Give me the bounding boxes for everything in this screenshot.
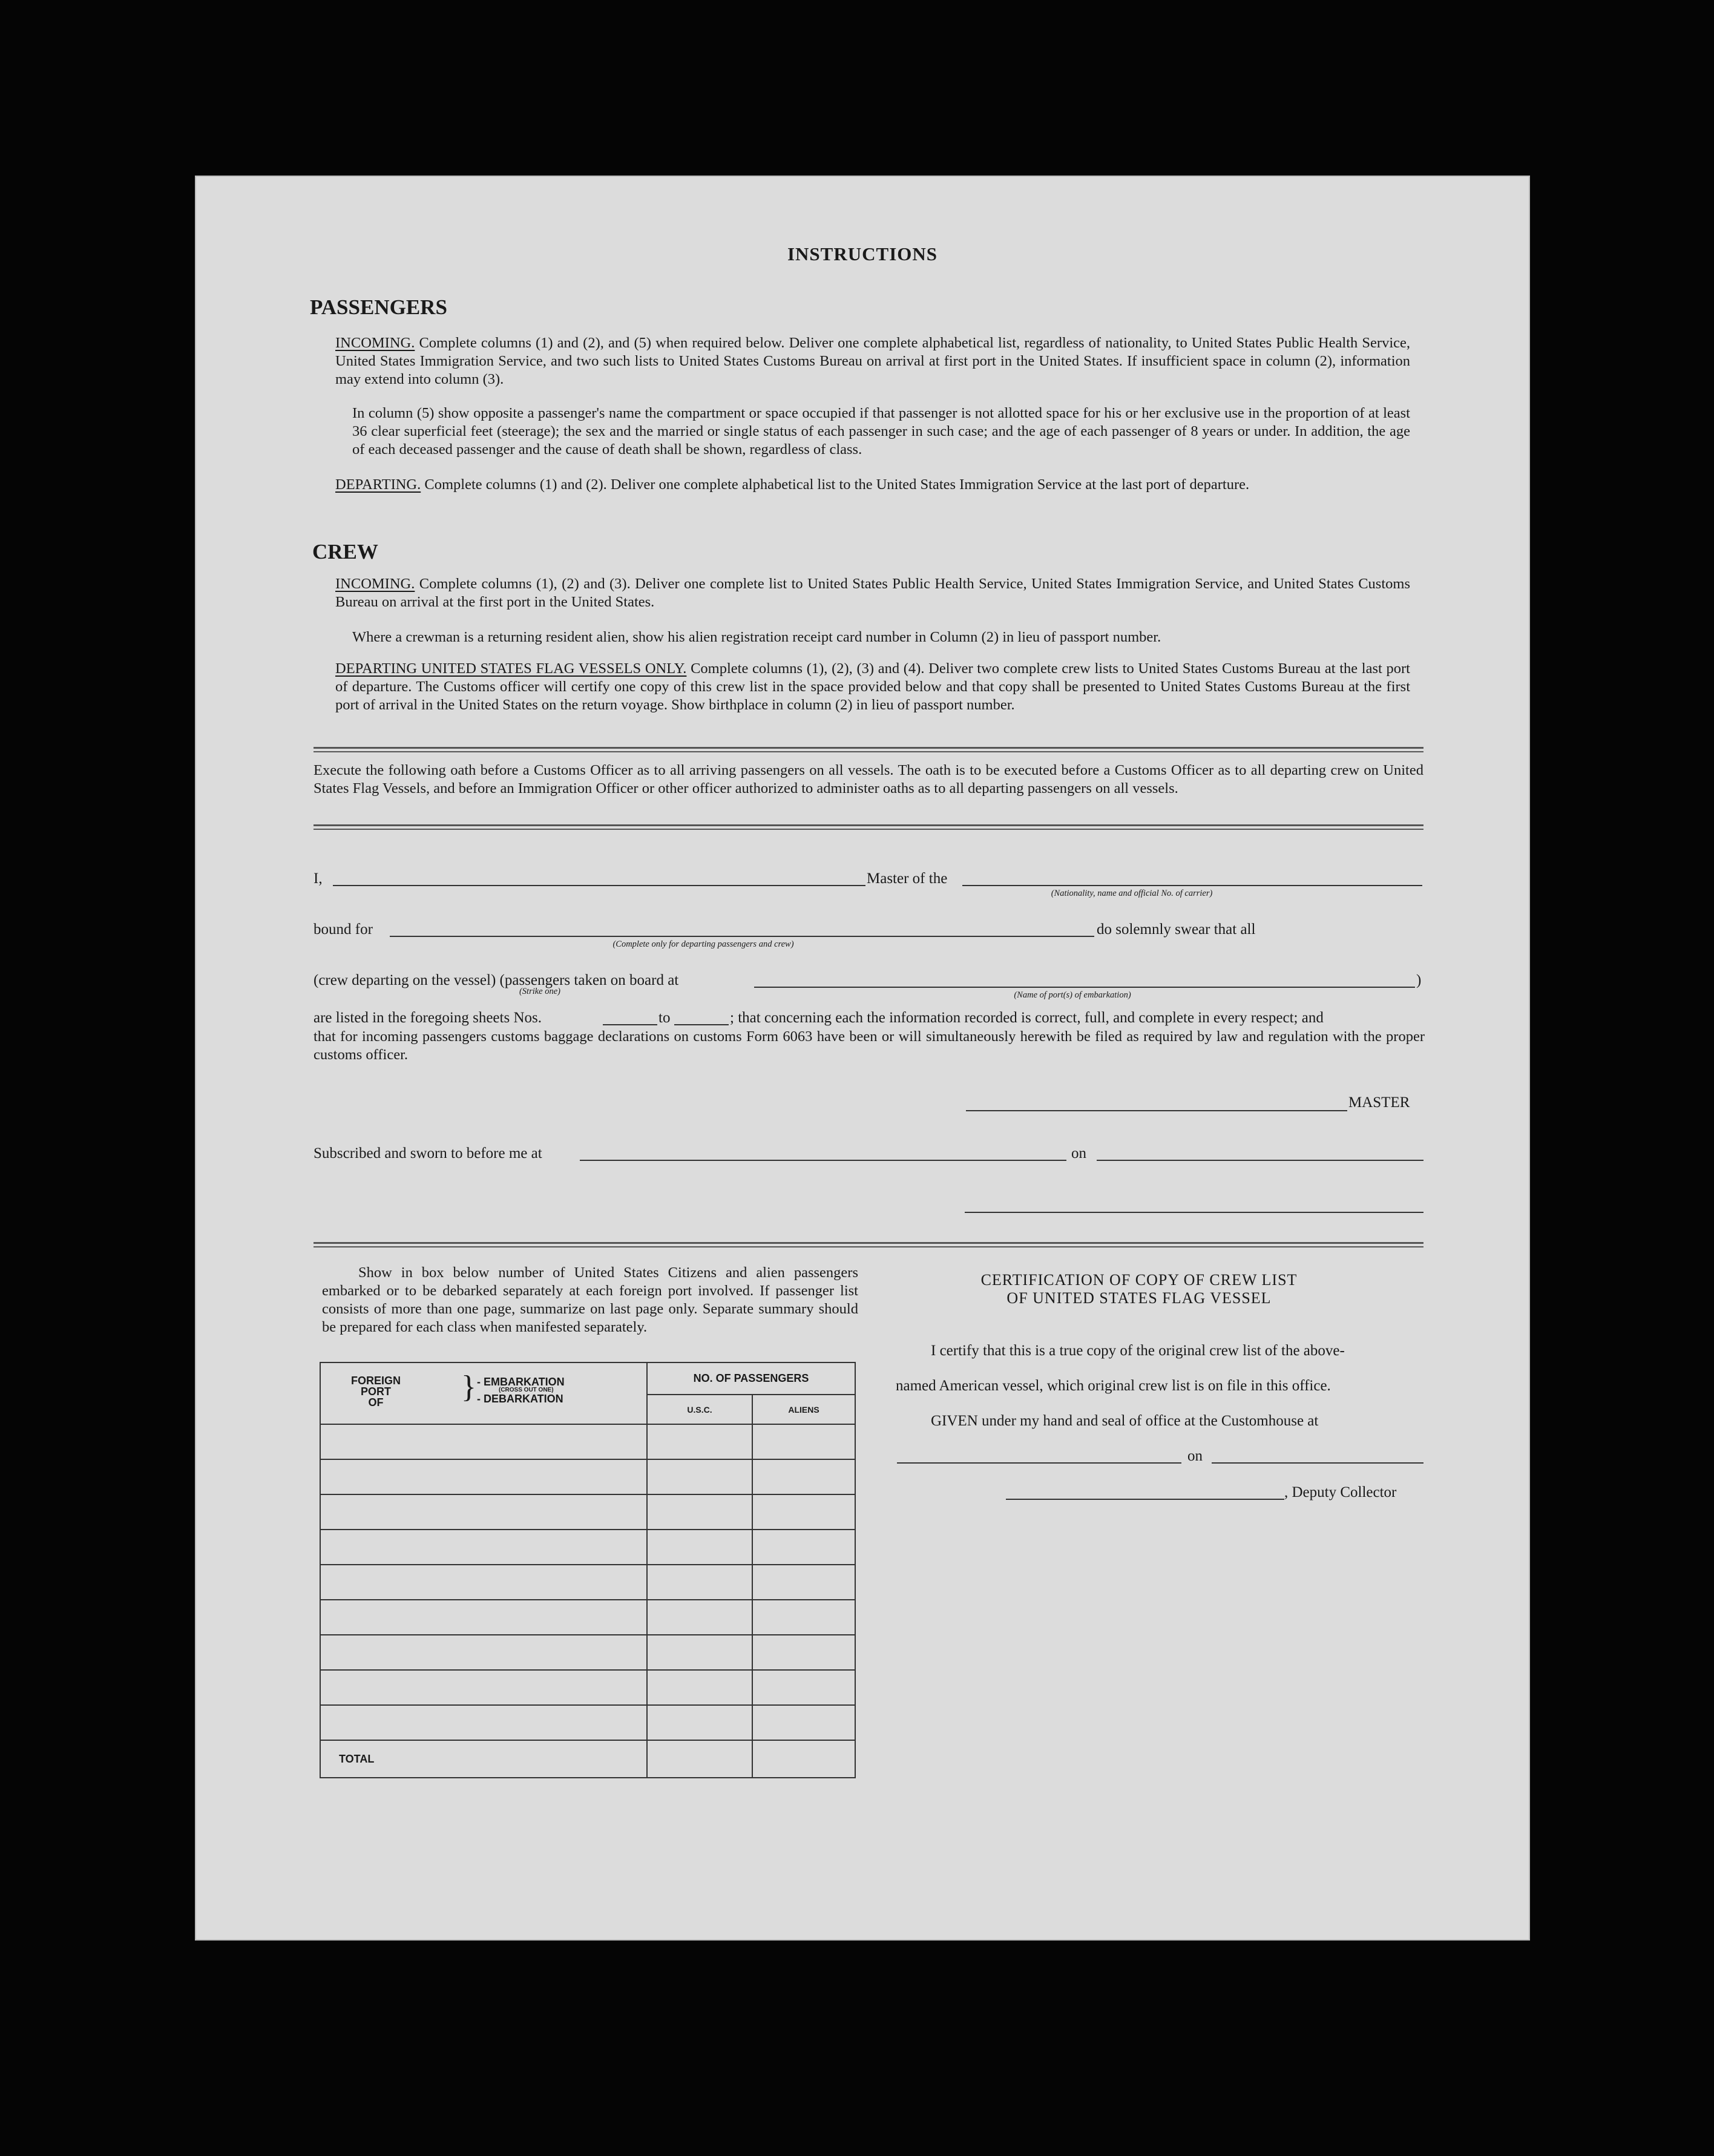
port-cell[interactable] bbox=[320, 1600, 647, 1635]
passengers-departing-label: DEPARTING. bbox=[335, 476, 421, 493]
usc-cell[interactable] bbox=[647, 1635, 752, 1670]
usc-cell[interactable] bbox=[647, 1565, 752, 1600]
sheet-from-field[interactable] bbox=[603, 1024, 657, 1025]
brace-icon: } bbox=[461, 1370, 476, 1404]
embarkation-label: - EMBARKATION bbox=[477, 1376, 565, 1388]
port-label: PORT bbox=[360, 1385, 391, 1398]
deputy-collector-label: , Deputy Collector bbox=[1284, 1484, 1397, 1500]
aliens-cell[interactable] bbox=[752, 1565, 855, 1600]
embarkation-port-hint: (Name of port(s) of embarkation) bbox=[1014, 990, 1131, 1000]
customhouse-field[interactable] bbox=[897, 1462, 1181, 1464]
crew-incoming-paragraph bbox=[335, 575, 1410, 611]
bound-for-label: bound for bbox=[314, 921, 373, 938]
close-paren: ) bbox=[1416, 972, 1422, 988]
summary-divider bbox=[314, 1242, 1423, 1247]
port-cell[interactable] bbox=[320, 1494, 647, 1530]
foreign-label: FOREIGN bbox=[350, 1375, 401, 1387]
strike-one-hint: (Strike one) bbox=[519, 987, 561, 996]
port-cell[interactable] bbox=[320, 1565, 647, 1600]
usc-cell[interactable] bbox=[647, 1494, 752, 1530]
master-signature-label: MASTER bbox=[1348, 1094, 1410, 1111]
certify-line1: I certify that this is a true copy of the original crew list of the above- bbox=[931, 1343, 1345, 1359]
certify-date-field[interactable] bbox=[1212, 1462, 1423, 1464]
subscribed-label: Subscribed and sworn to before me at bbox=[314, 1145, 542, 1162]
port-cell[interactable] bbox=[320, 1530, 647, 1565]
aliens-cell[interactable] bbox=[752, 1670, 855, 1705]
port-cell[interactable] bbox=[320, 1424, 647, 1459]
aliens-cell[interactable] bbox=[752, 1530, 855, 1565]
oath-divider bbox=[314, 824, 1423, 830]
passengers-departing-text: Complete columns (1) and (2). Deliver one complete alphabetical list to the United States Immigration Service at the last port of departure. bbox=[421, 476, 1250, 493]
crew-resident-paragraph: Where a crewman is a returning resident alien, show his alien registration receipt card number in Column (2) in lieu of passport number. bbox=[352, 629, 1161, 645]
section-divider bbox=[314, 747, 1423, 752]
total-label: TOTAL bbox=[320, 1740, 647, 1778]
sheets-label: are listed in the foregoing sheets Nos. bbox=[314, 1010, 542, 1026]
passenger-summary-table bbox=[320, 1362, 856, 1778]
certify-line3: GIVEN under my hand and seal of office at the Customhouse at bbox=[931, 1413, 1319, 1429]
usc-header: U.S.C. bbox=[647, 1395, 752, 1424]
certification-heading-line1: CERTIFICATION OF COPY OF CREW LIST bbox=[980, 1271, 1298, 1289]
aliens-cell[interactable] bbox=[752, 1494, 855, 1530]
bound-for-hint: (Complete only for departing passengers and crew) bbox=[612, 939, 794, 949]
deputy-signature-field[interactable] bbox=[1006, 1499, 1284, 1500]
port-cell[interactable] bbox=[320, 1670, 647, 1705]
aliens-cell[interactable] bbox=[752, 1424, 855, 1459]
oath-intro-paragraph: Execute the following oath before a Customs Officer as to all arriving passengers on all vessels. The oath is to be executed before a Customs Officer as to all departing crew on United States Flag Vessels, and before an Immigration Officer or other officer authorized to administer oaths as to all departing passengers on all vessels. bbox=[314, 762, 1423, 797]
crew-flag-text: Complete columns (1), (2), (3) and (4). Deliver two complete crew lists to United States Customs Bureau at the last port of departure. The Customs officer will certify one copy of this crew list in the space provided below and that copy shall be presented to United States Customs Bureau at the first port of arrival in the United States on the return voyage. Show birthplace in column (2) in lieu of passport number. bbox=[335, 660, 1410, 713]
baggage-declaration-text: that for incoming passengers customs baggage declarations on customs Form 6063 have been or will simultaneously herewith be filed as required by law and regulation with the proper customs officer. bbox=[314, 1028, 1425, 1063]
passengers-column5-paragraph: In column (5) show opposite a passenger's name the compartment or space occupied if that passenger is not allotted space for his or her exclusive use in the proportion of at least 36 clear superficial feet (steerage); the sex and the married or single status of each passenger in such case; and the age of each passenger of 8 years or under. In addition, the age of each deceased passenger and the cause of death shall be shown, regardless of class. bbox=[352, 405, 1410, 458]
passengers-incoming-label: INCOMING. bbox=[335, 335, 415, 351]
crew-flag-paragraph bbox=[335, 660, 1410, 714]
sworn-date-field[interactable] bbox=[1097, 1160, 1423, 1161]
crew-incoming-label: INCOMING. bbox=[335, 576, 415, 592]
port-cell[interactable] bbox=[320, 1705, 647, 1740]
embarkation-port-field[interactable] bbox=[754, 987, 1415, 988]
master-of-label: Master of the bbox=[867, 870, 948, 887]
certify-line2: named American vessel, which original crew list is on file in this office. bbox=[896, 1378, 1331, 1394]
carrier-hint: (Nationality, name and official No. of carrier) bbox=[1051, 889, 1213, 898]
usc-cell[interactable] bbox=[647, 1705, 752, 1740]
passengers-departing-paragraph bbox=[335, 476, 1410, 494]
usc-cell[interactable] bbox=[647, 1459, 752, 1494]
swear-text: do solemnly swear that all bbox=[1097, 921, 1256, 938]
master-name-field[interactable] bbox=[333, 885, 865, 886]
sheets-post-text: ; that concerning each the information recorded is correct, full, and complete in every respect; and bbox=[730, 1010, 1324, 1026]
debarkation-label: - DEBARKATION bbox=[477, 1393, 563, 1405]
aliens-total-cell[interactable] bbox=[752, 1740, 855, 1778]
aliens-header: ALIENS bbox=[752, 1395, 855, 1424]
sworn-on-label: on bbox=[1071, 1145, 1086, 1162]
master-signature-field[interactable] bbox=[966, 1110, 1347, 1111]
form-page bbox=[195, 176, 1530, 1941]
usc-cell[interactable] bbox=[647, 1670, 752, 1705]
passengers-heading: PASSENGERS bbox=[310, 295, 447, 319]
sheets-to-label: to bbox=[658, 1010, 671, 1026]
bound-for-field[interactable] bbox=[390, 936, 1094, 937]
usc-cell[interactable] bbox=[647, 1530, 752, 1565]
cross-out-hint: (CROSS OUT ONE) bbox=[499, 1387, 554, 1393]
aliens-cell[interactable] bbox=[752, 1459, 855, 1494]
port-header-cell bbox=[320, 1362, 647, 1424]
crew-flag-label: DEPARTING UNITED STATES FLAG VESSELS ONLY. bbox=[335, 660, 687, 677]
crew-heading: CREW bbox=[312, 540, 378, 564]
certification-heading-line2: OF UNITED STATES FLAG VESSEL bbox=[1006, 1289, 1272, 1307]
of-label: OF bbox=[368, 1396, 384, 1408]
no-passengers-header: NO. OF PASSENGERS bbox=[647, 1362, 855, 1395]
usc-cell[interactable] bbox=[647, 1424, 752, 1459]
page-title: INSTRUCTIONS bbox=[787, 243, 937, 265]
aliens-cell[interactable] bbox=[752, 1705, 855, 1740]
aliens-cell[interactable] bbox=[752, 1635, 855, 1670]
usc-cell[interactable] bbox=[647, 1600, 752, 1635]
sworn-place-field[interactable] bbox=[580, 1160, 1066, 1161]
sheet-to-field[interactable] bbox=[674, 1024, 729, 1025]
passengers-incoming-text: Complete columns (1) and (2), and (5) when required below. Deliver one complete alphabetical list, regardless of nationality, to United States Public Health Service, United States Immigration Service, and two such lists to United States Customs Bureau on arrival at first port in the United States. If insufficient space in column (2), information may extend into column (3). bbox=[335, 335, 1410, 387]
crew-incoming-text: Complete columns (1), (2) and (3). Deliver one complete list to United States Public Health Service, United States Immigration Service, and United States Customs Bureau on arrival at the first port in the United States. bbox=[335, 576, 1410, 610]
certify-on-label: on bbox=[1187, 1448, 1203, 1464]
officer-signature-field[interactable] bbox=[965, 1212, 1423, 1213]
crew-passengers-text: (crew departing on the vessel) (passengers taken on board at bbox=[314, 972, 679, 988]
port-cell[interactable] bbox=[320, 1459, 647, 1494]
oath-i-label: I, bbox=[314, 870, 323, 887]
port-cell[interactable] bbox=[320, 1635, 647, 1670]
aliens-cell[interactable] bbox=[752, 1600, 855, 1635]
certification-heading bbox=[897, 1271, 1381, 1307]
carrier-field[interactable] bbox=[962, 885, 1422, 886]
usc-total-cell[interactable] bbox=[647, 1740, 752, 1778]
passengers-incoming-paragraph bbox=[335, 334, 1410, 389]
summary-intro: Show in box below number of United States Citizens and alien passengers embarked or to be debarked separately at each foreign port involved. If passenger list consists of more than one page, summarize on last page only. Separate summary should be prepared for each class when manifested separately. bbox=[322, 1264, 858, 1335]
